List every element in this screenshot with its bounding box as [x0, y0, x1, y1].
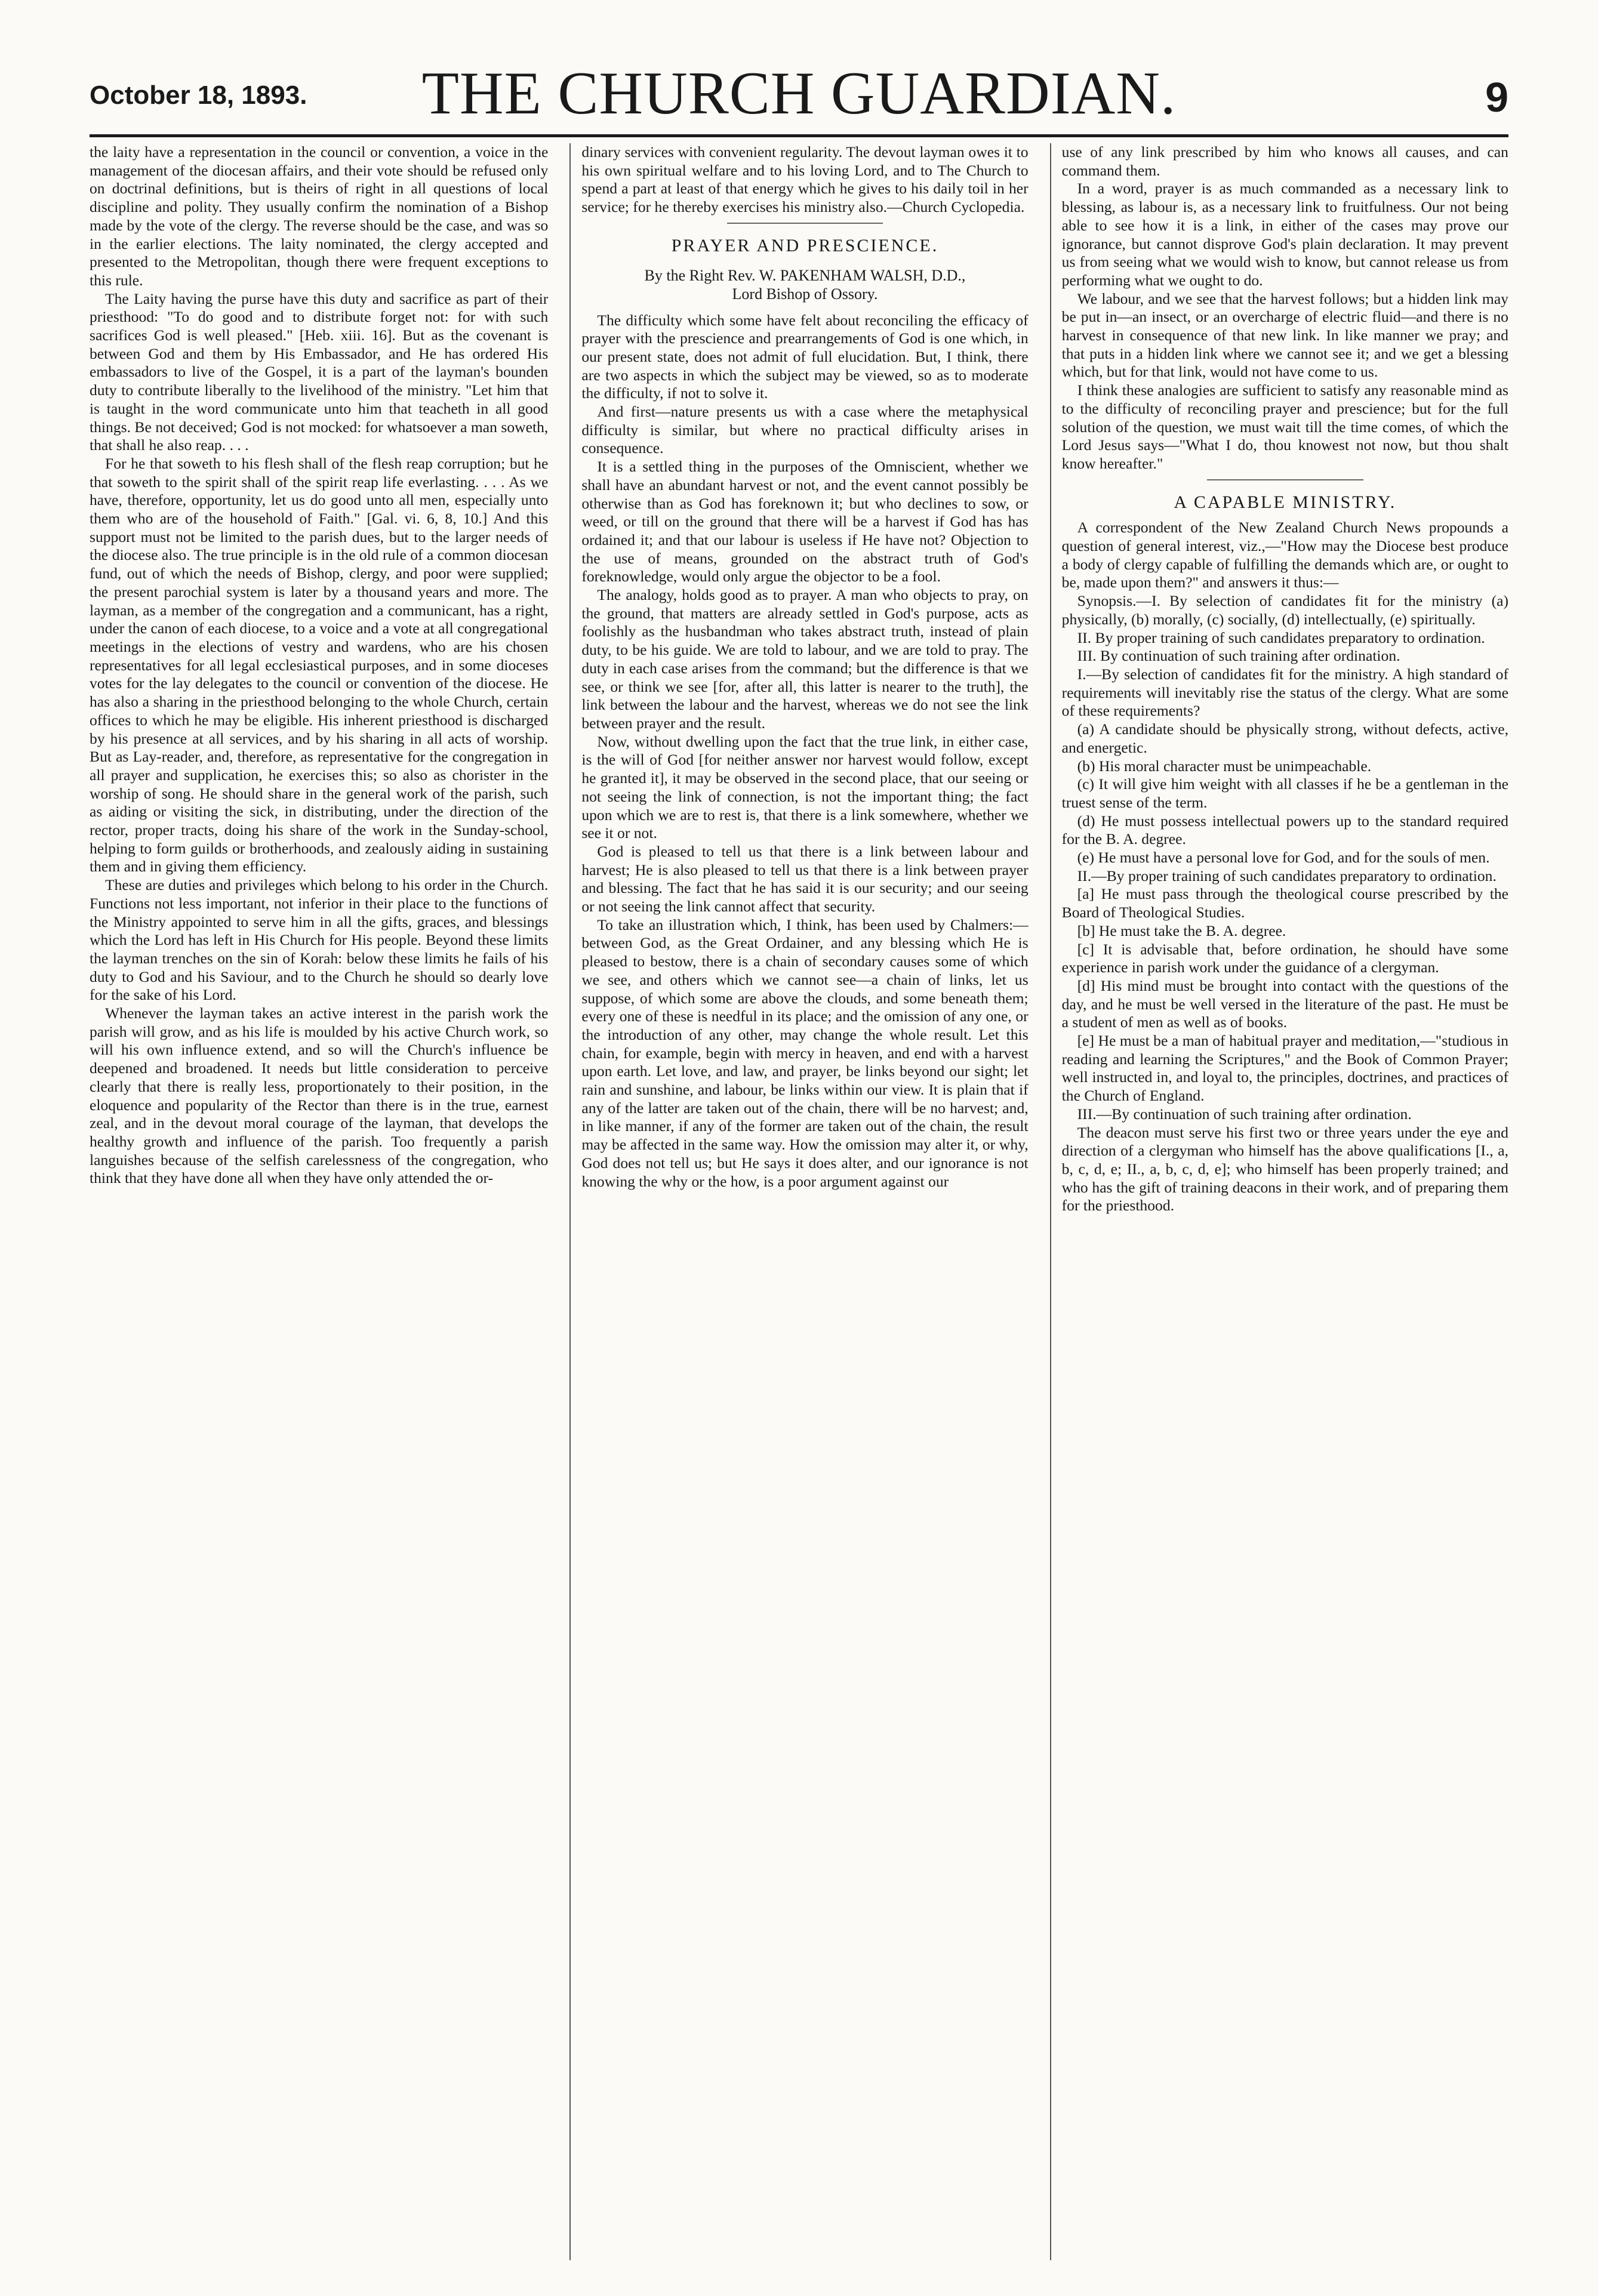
paragraph: (c) It will give him weight with all classes if he be a gentleman in the truest sense of the term.: [1061, 775, 1508, 811]
paragraph: the laity have a representation in the council or convention, a voice in the management of the diocesan affairs, and their vote should be refused only on doctrinal definitions, but is theirs of right in all questions of local discipline and polity. They usually confirm the nomination of a Bishop made by the vote of the clergy. The reverse should be the case, and was so in the earlier elections. The laity nominated, the clergy accepted and presented to the Metropolitan, though there were frequent exceptions to this rule.: [90, 143, 549, 289]
paragraph: And first—nature presents us with a case where the metaphysical difficulty is similar, but where no practical difficulty arises in consequence.: [581, 403, 1029, 457]
masthead: [90, 33, 1508, 137]
paragraph: For he that soweth to his flesh shall of the flesh reap corruption; but he that soweth to the spirit shall of the spirit reap life everlasting. . . . As we have, therefore, opportunity, let us do good unto all men, especially unto them who are of the household of Faith." [Gal. vi. 6, 8, 10.] And this support must not be limited to the parish dues, but to the larger needs of the diocese also. The true principle is in the old rule of a common diocesan fund, out of which the needs of Bishop, clergy, and poor were supplied; the present parochial system is later by a thousand years and more. The layman, as a member of the congregation and a communicant, has a right, under the canon of each diocese, to a voice and a vote at all congregational meetings in the elections of vestry and wardens, who are his chosen representatives for all legal ecclesiastical purposes, and in some dioceses votes for the lay delegates to the council or convention of the diocese. He has also a sharing in the priesthood belonging to the whole Church, certain offices to which he may be eligible. His inherent priesthood is discharged by his presence at all services, and by his sharing in all acts of worship. But as Lay-reader, and, therefore, as representative for the congregation in all prayer and supplication, he exercises this; so also as chorister in the worship of song. He should share in the general work of the parish, such as aiding or visiting the sick, in distributing, under the direction of the rector, proper tracts, doing his share of the work in the Sunday-school, helping to form guilds or brotherhoods, and zealously aiding in sustaining them and in giving them efficiency.: [90, 454, 549, 876]
paragraph: use of any link prescribed by him who knows all causes, and can command them.: [1061, 143, 1508, 179]
newspaper-title: THE CHURCH GUARDIAN.: [421, 60, 1177, 127]
paragraph: II. By proper training of such candidates preparatory to ordination.: [1077, 628, 1485, 646]
column-3: [1050, 143, 1508, 2260]
section-heading-ministry: A CAPABLE MINISTRY.: [1174, 492, 1397, 512]
paragraph: II.—By proper training of such candidates preparatory to ordination.: [1077, 867, 1497, 885]
paragraph: I think these analogies are sufficient to satisfy any reasonable mind as to the difficulty of reconciling prayer and prescience; but for the full solution of the question, we must wait till the time comes, of which the Lord Jesus says—"What I do, thou knowest not now, but thou shalt know hereafter.": [1061, 381, 1508, 472]
column-2: [569, 143, 1028, 2260]
byline-author: By the Right Rev. W. PAKENHAM WALSH, D.D.,: [644, 266, 966, 284]
paragraph: (e) He must have a personal love for God, and for the souls of men.: [1077, 849, 1490, 867]
paragraph: dinary services with convenient regularity. The devout layman owes it to his own spiritual welfare and to his loving Lord, and to The Church to spend a part at least of that energy which he gives to his daily toil in her service; for he thereby exercises his ministry also.—Church Cyclopedia.: [581, 143, 1029, 216]
paragraph: (a) A candidate should be physically strong, without defects, active, and energetic.: [1061, 720, 1508, 756]
divider: [1207, 479, 1363, 480]
divider: [727, 223, 883, 224]
byline: [581, 266, 1028, 303]
paragraph: To take an illustration which, I think, has been used by Chalmers:— between God, as the Great Ordainer, and any blessing which He is pleased to bestow, there is a chain of secondary causes some of which we see, and others which we cannot see—a chain of links, let us suppose, of which some are above the clouds, and some beneath them; every one of these is needful in its place; and the omission of any one, or the introduction of any other, may change the whole result. Let this chain, for example, begin with mercy in heaven, and end with a harvest upon earth. Let love, and law, and prayer, be links beyond our sight; let rain and sunshine, and labour, be links within our view. It is plain that if any of the latter are taken out of the chain, there will be no harvest; and, in like manner, if any of the former are taken out of the chain, the result may be affected in the same way. How the omission may alter it, or why, God does not tell us; but He says it does alter, and our ignorance is not knowing the why or the how, is a poor argument against our: [581, 916, 1029, 1190]
column-1: [90, 143, 548, 2260]
paragraph: These are duties and privileges which belong to his order in the Church. Functions not less important, not inferior in their place to the functions of the Ministry appointed to serve him in all the gifts, graces, and blessings which the Lord has left in His Church for His people. Beyond these limits the layman trenches on the sin of Korah: below these limits he fails of his duty to God and his Saviour, and to the Church he should so dearly love for the sake of his Lord.: [90, 876, 549, 1004]
paragraph: [d] His mind must be brought into contact with the questions of the day, and he must be well versed in the literature of the past. He must be a student of men as well as of books.: [1061, 976, 1508, 1031]
section-heading-prayer: PRAYER AND PRESCIENCE.: [671, 235, 939, 255]
paragraph: The Laity having the purse have this duty and sacrifice as part of their priesthood: "To do good and to distribute forget not: for with such sacrifices God is well pleased." [Heb. xiii. 16]. But as the covenant is between God and them by His Embassador, and He has ordered His embassadors to live of the Gospel, it is a part of the layman's bounden duty to contribute liberally to the livelihood of the ministry. "Let him that is taught in the word communicate unto him that teacheth in all good things. Be not deceived; God is not mocked: for whatsoever a man soweth, that shall he also reap. . . .: [90, 289, 549, 454]
paragraph: We labour, and we see that the harvest follows; but a hidden link may be put in—an insect, or an overcharge of electric fluid—and there is no harvest in consequence of that new link. In like manner we pray; and that puts in a hidden link where we cannot see it; and we get a blessing which, but for that link, would not have come to us.: [1061, 289, 1508, 381]
paragraph: III.—By continuation of such training after ordination.: [1077, 1105, 1412, 1123]
paragraph: (b) His moral character must be unimpeachable.: [1077, 757, 1372, 775]
paragraph: Now, without dwelling upon the fact that the true link, in either case, is the will of God [for neither answer nor harvest would follow, except he granted it], it may be observed in the second place, that our seeing or not seeing the link of connection, is not the important thing; the fact upon which we are to rest is, that there is a link somewhere, whether we see it or not.: [581, 732, 1029, 842]
paragraph: [e] He must be a man of habitual prayer and meditation,—"studious in reading and learning the Scriptures," and the Book of Common Prayer; well instructed in, and loyal to, the principles, doctrines, and practices of the Church of England.: [1061, 1032, 1508, 1105]
byline-title: Lord Bishop of Ossory.: [732, 285, 878, 303]
paragraph: [b] He must take the B. A. degree.: [1077, 922, 1286, 939]
paragraph: I.—By selection of candidates fit for the ministry. A high standard of requirements will inevitably rise the status of the clergy. What are some of these requirements?: [1061, 665, 1508, 720]
paragraph: It is a settled thing in the purposes of the Omniscient, whether we shall have an abundant harvest or not, and the event cannot possibly be otherwise than as God has foreknown it; but who declines to sow, or weed, or till on the ground that there will be a harvest if God has has ordained it; and that our labour is useless if He have not? Objection to the use of means, grounded on the abstract truth of God's foreknowledge, would only argue the objector to be a fool.: [581, 458, 1029, 585]
article-columns: [90, 143, 1508, 2260]
paragraph: A correspondent of the New Zealand Church News propounds a question of general interest, viz.,—"How may the Diocese best produce a body of clergy capable of fulfilling the demands which are, or ought to be, made upon them?" and answers it thus:—: [1061, 519, 1508, 591]
issue-date: October 18, 1893.: [90, 81, 307, 110]
paragraph: [a] He must pass through the theological course prescribed by the Board of Theological Studies.: [1061, 885, 1508, 922]
paragraph: [c] It is advisable that, before ordination, he should have some experience in parish work under the guidance of a clergyman.: [1061, 940, 1508, 976]
paragraph: The analogy, holds good as to prayer. A man who objects to pray, on the ground, that matters are already settled in God's purpose, acts as foolishly as the husbandman who takes abstract truth, instead of plain duty, to be his guide. We are told to labour, and we are told to pray. The duty in each case arises from the command; but the difference is that we see, or think we see [for, after all, this latter is nearer to the truth], the link between the labour and the harvest, whereas we do not see the link between prayer and the result.: [581, 586, 1029, 732]
paragraph: III. By continuation of such training after ordination.: [1077, 647, 1400, 665]
paragraph: The deacon must serve his first two or three years under the eye and direction of a clergyman who himself has the above qualifications [I., a, b, c, d, e; II., a, b, c, d, e]; who himself has been properly trained; and who has the gift of training deacons in their work, and of preparing them for the priesthood.: [1061, 1123, 1508, 1215]
paragraph: The difficulty which some have felt about reconciling the efficacy of prayer with the prescience and prearrangements of God is one which, in our present state, does not admit of full elucidation. But, I think, there are two aspects in which the subject may be viewed, so as to moderate the difficulty, if not to solve it.: [581, 311, 1029, 402]
paragraph: Synopsis.—I. By selection of candidates fit for the ministry (a) physically, (b) morally, (c) socially, (d) intellectually, (e) spiritually.: [1061, 592, 1508, 628]
paragraph: In a word, prayer is as much commanded as a necessary link to blessing, as labour is, as a necessary link to fruitfulness. Our not being able to see how it is a link, in either of the cases may prove our ignorance, but cannot disprove God's plain declaration. It may prevent us from seeing what we would wish to know, but cannot release us from performing what we ought to do.: [1061, 180, 1508, 289]
paragraph: Whenever the layman takes an active interest in the parish work the parish will grow, and as his life is moulded by his active Church work, so will his own influence extend, and so will the Church's influence be deepened and broadened. It needs but little consideration to perceive clearly that there is really less, proportionately to their position, in the eloquence and popularity of the Rector than there is in the true, earnest zeal, and in the devout moral courage of the layman, that develops the healthy growth and influence of the parish. Too frequently a parish languishes because of the selfish carelessness of the congregation, who think that they have done all when they have only attended the or-: [90, 1004, 549, 1187]
paragraph: (d) He must possess intellectual powers up to the standard required for the B. A. degree.: [1061, 812, 1508, 848]
paragraph: God is pleased to tell us that there is a link between labour and harvest; He is also pleased to tell us that there is a link between prayer and blessing. The fact that he has said it is our security; and our seeing or not seeing the link cannot affect that security.: [581, 842, 1029, 916]
page-number: 9: [1485, 74, 1508, 121]
